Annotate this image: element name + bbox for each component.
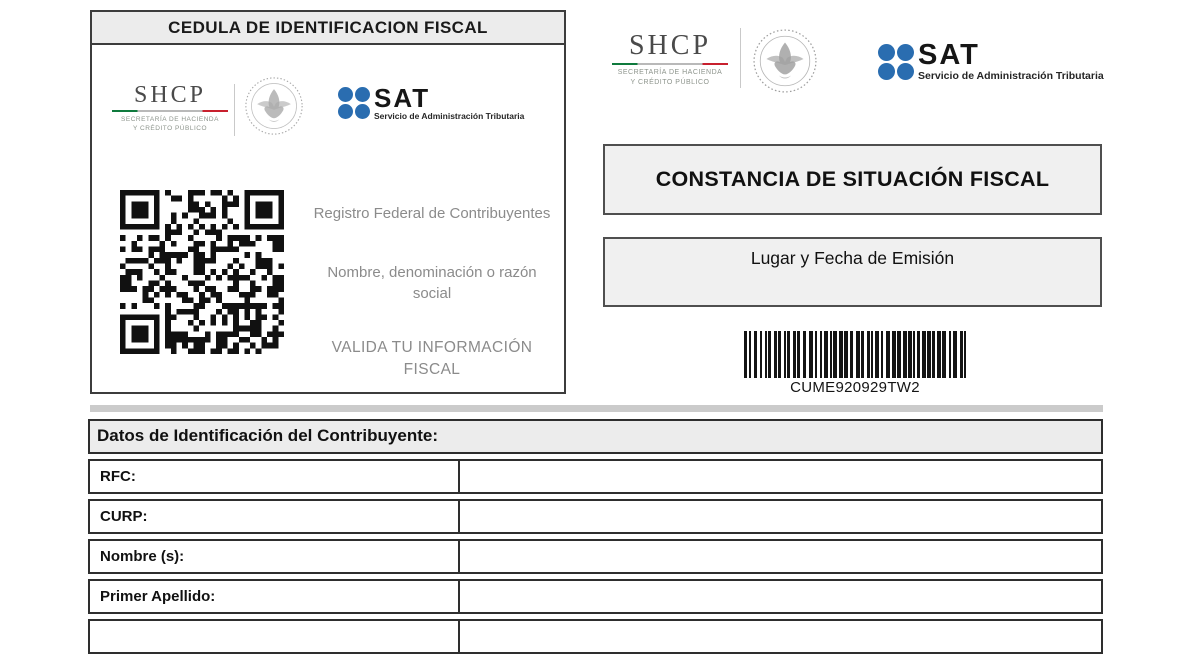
document-header-logos: [600, 0, 1120, 120]
row-label-rfc: RFC:: [90, 461, 460, 492]
constancia-title-box: CONSTANCIA DE SITUACIÓN FISCAL: [603, 144, 1102, 215]
logo-divider: [234, 84, 235, 136]
sat-circles-icon: [878, 44, 914, 80]
sat-acronym: SAT: [374, 83, 431, 113]
table-row: [88, 499, 1103, 534]
contributor-id-table: [88, 419, 1103, 654]
row-label-primer-apellido: Primer Apellido:: [90, 581, 460, 612]
eagle-seal-icon: [752, 28, 818, 94]
shcp-logo: [112, 82, 228, 134]
shcp-flag-rule: [112, 110, 228, 112]
row-value-primer-apellido: [460, 581, 1101, 612]
cedula-identificacion-card: [90, 10, 566, 394]
sat-acronym: SAT: [918, 39, 980, 71]
row-label-curp: CURP:: [90, 501, 460, 532]
table-row: [88, 539, 1103, 574]
row-label-nombre: Nombre (s):: [90, 541, 460, 572]
sat-logo: [878, 39, 1104, 82]
shcp-logo: [612, 30, 728, 88]
validate-info-label: VALIDA TU INFORMACIÓN FISCAL: [331, 339, 533, 378]
qr-code: [120, 190, 284, 354]
shcp-acronym: SHCP: [133, 82, 207, 108]
section-divider-strip: [90, 405, 1103, 412]
table-row: [88, 619, 1103, 654]
sat-circles-icon: [338, 87, 370, 119]
row-label-partial: [90, 621, 460, 652]
barcode-bars-icon: [741, 331, 969, 378]
barcode-value: CUME920929TW2: [790, 379, 920, 396]
sat-tagline: Servicio de Administración Tributaria: [918, 69, 1104, 82]
rfc-field-label: Registro Federal de Contribuyentes: [313, 205, 551, 222]
table-row: [88, 579, 1103, 614]
row-value-nombre: [460, 541, 1101, 572]
table-row: [88, 459, 1103, 494]
barcode: [741, 331, 969, 396]
logo-divider: [740, 28, 741, 88]
sat-logo: [338, 83, 525, 121]
sat-tagline: Servicio de Administración Tributaria: [374, 110, 525, 121]
table-title: Datos de Identificación del Contribuyente:: [88, 419, 1103, 454]
shcp-acronym: SHCP: [628, 30, 712, 61]
eagle-seal-icon: [244, 76, 304, 136]
cedula-card-title: CEDULA DE IDENTIFICACION FISCAL: [92, 12, 564, 45]
row-value-curp: [460, 501, 1101, 532]
shcp-secretariat-text: SECRETARÍA DE HACIENDA Y CRÉDITO PÚBLICO: [121, 116, 219, 133]
name-field-label: Nombre, denominación o razón social: [327, 264, 537, 302]
row-value-partial: [460, 621, 1101, 652]
row-value-rfc: [460, 461, 1101, 492]
shcp-secretariat-text: SECRETARÍA DE HACIENDA Y CRÉDITO PÚBLICO: [617, 69, 723, 87]
emission-place-date-box: Lugar y Fecha de Emisión: [603, 237, 1102, 307]
shcp-flag-rule: [612, 63, 728, 65]
